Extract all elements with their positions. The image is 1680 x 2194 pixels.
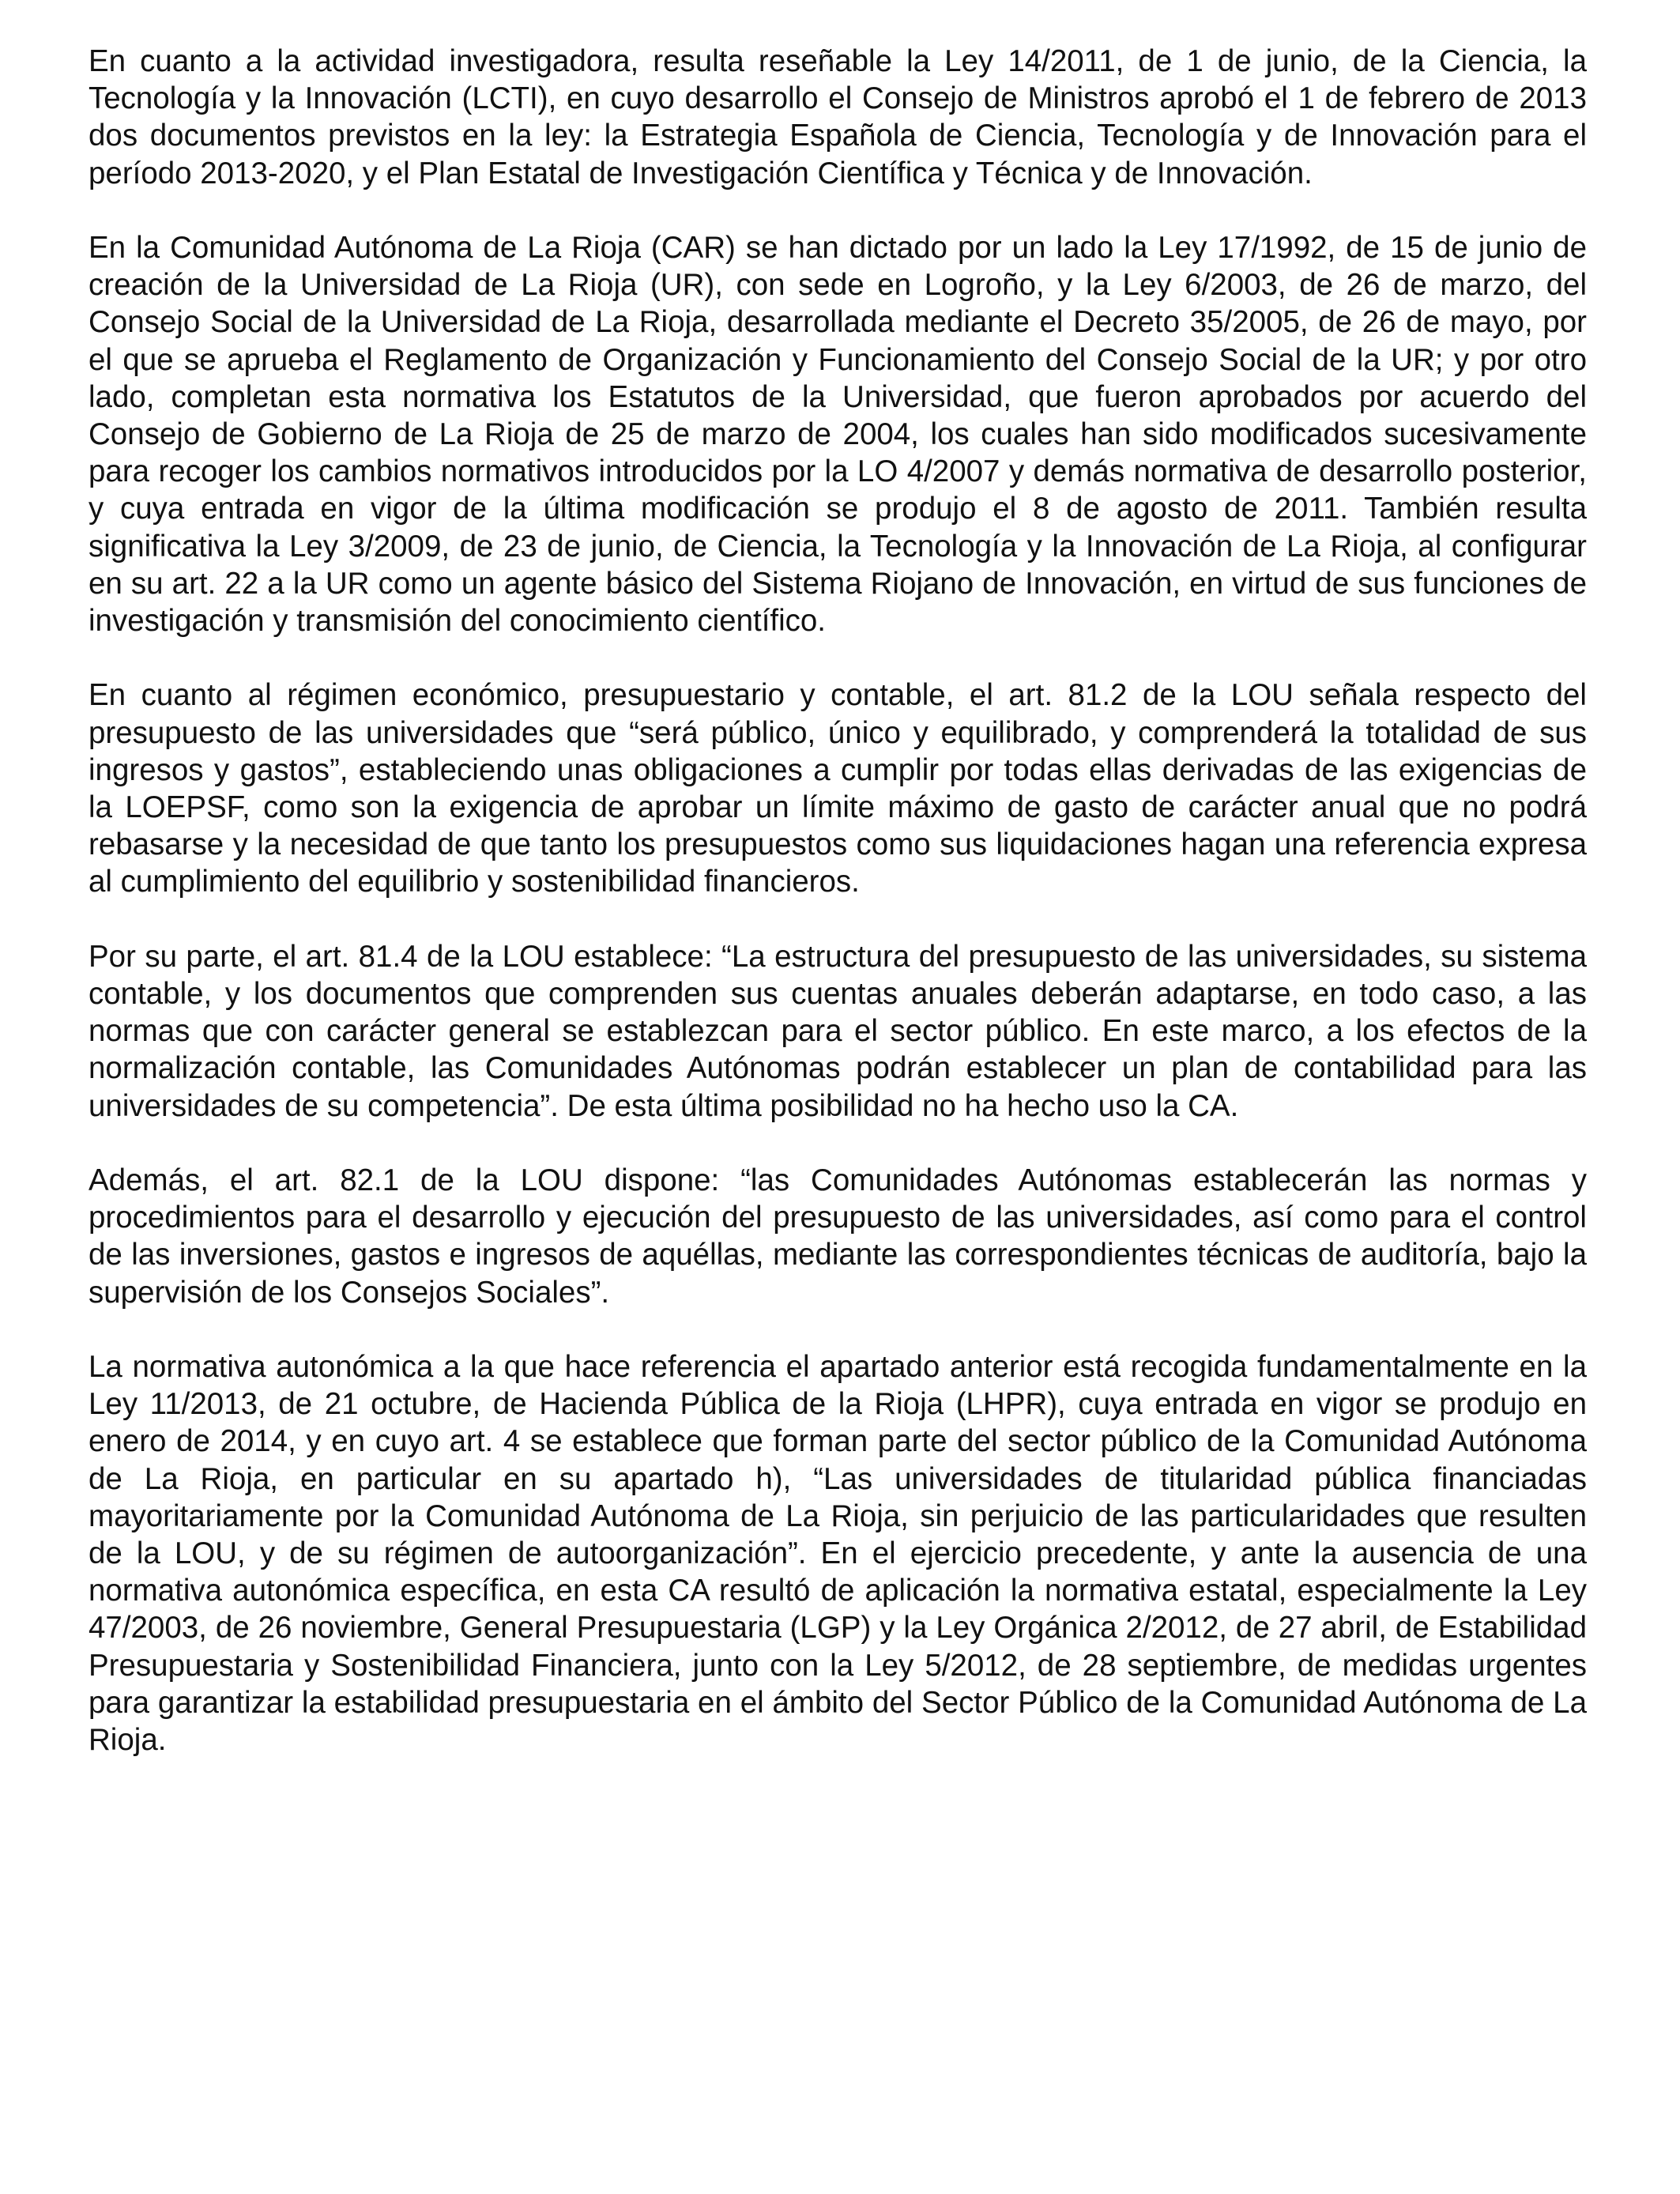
document-page bbox=[89, 43, 1587, 1759]
paragraph-research-activity: En cuanto a la actividad investigadora, resulta reseñable la Ley 14/2011, de 1 de junio, de la Ciencia, la Tecnología y la Innovación (LCTI), en cuyo desarrollo el Consejo de Ministros aprobó el 1 de febrero de 2013 dos documentos previstos en la ley: la Estrategia Española de Ciencia, Tecnología y de Innovación para el período 2013-2020, y el Plan Estatal de Investigación Científica y Técnica y de Innovación. bbox=[89, 44, 1587, 190]
paragraph-la-rioja-regulations: En la Comunidad Autónoma de La Rioja (CAR) se han dictado por un lado la Ley 17/1992, de 15 de junio de creación de la Universidad de La Rioja (UR), con sede en Logroño, y la Ley 6/2003, de 26 de marzo, del Consejo Social de la Universidad de La Rioja, desarrollada mediante el Decreto 35/2005, de 26 de mayo, por el que se aprueba el Reglamento de Organización y Funcionamiento del Consejo Social de la UR; y por otro lado, completan esta normativa los Estatutos de la Universidad, que fueron aprobados por acuerdo del Consejo de Gobierno de La Rioja de 25 de marzo de 2004, los cuales han sido modificados sucesivamente para recoger los cambios normativos introducidos por la LO 4/2007 y demás normativa de desarrollo posterior, y cuya entrada en vigor de la última modificación se produjo el 8 de agosto de 2011. También resulta significativa la Ley 3/2009, de 23 de junio, de Ciencia, la Tecnología y la Innovación de La Rioja, al configurar en su art. 22 a la UR como un agente básico del Sistema Riojano de Innovación, en virtud de sus funciones de investigación y transmisión del conocimiento científico. bbox=[89, 231, 1587, 639]
paragraph-autonomous-regulations: La normativa autonómica a la que hace referencia el apartado anterior está recogida fundamentalmente en la Ley 11/2013, de 21 octubre, de Hacienda Pública de la Rioja (LHPR), cuya entrada en vigor se produjo en enero de 2014, y en cuyo art. 4 se establece que forman parte del sector público de la Comunidad Autónoma de La Rioja, en particular en su apartado h), “Las universidades de titularidad pública financiadas mayoritariamente por la Comunidad Autónoma de La Rioja, sin perjuicio de las particularidades que resulten de la LOU, y de su régimen de autoorganización”. En el ejercicio precedente, y ante la ausencia de una normativa autonómica específica, en esta CA resultó de aplicación la normativa estatal, especialmente la Ley 47/2003, de 26 noviembre, General Presupuestaria (LGP) y la Ley Orgánica 2/2012, de 27 abril, de Estabilidad Presupuestaria y Sostenibilidad Financiera, junto con la Ley 5/2012, de 28 septiembre, de medidas urgentes para garantizar la estabilidad presupuestaria en el ámbito del Sector Público de la Comunidad Autónoma de La Rioja. bbox=[89, 1350, 1587, 1758]
paragraph-economic-regime: En cuanto al régimen económico, presupuestario y contable, el art. 81.2 de la LOU señala respecto del presupuesto de las universidades que “será público, único y equilibrado, y comprenderá la totalidad de sus ingresos y gastos”, estableciendo unas obligaciones a cumplir por todas ellas derivadas de las exigencias de la LOEPSF, como son la exigencia de aprobar un límite máximo de gasto de carácter anual que no podrá rebasarse y la necesidad de que tanto los presupuestos como sus liquidaciones hagan una referencia expresa al cumplimiento del equilibrio y sostenibilidad financieros. bbox=[89, 678, 1587, 899]
paragraph-art-81-4: Por su parte, el art. 81.4 de la LOU establece: “La estructura del presupuesto de las universidades, su sistema contable, y los documentos que comprenden sus cuentas anuales deberán adaptarse, en todo caso, a las normas que con carácter general se establezcan para el sector público. En este marco, a los efectos de la normalización contable, las Comunidades Autónomas podrán establecer un plan de contabilidad para las universidades de su competencia”. De esta última posibilidad no ha hecho uso la CA. bbox=[89, 939, 1587, 1123]
paragraph-art-82-1: Además, el art. 82.1 de la LOU dispone: “las Comunidades Autónomas establecerán las normas y procedimientos para el desarrollo y ejecución del presupuesto de las universidades, así como para el control de las inversiones, gastos e ingresos de aquéllas, mediante las correspondientes técnicas de auditoría, bajo la supervisión de los Consejos Sociales”. bbox=[89, 1163, 1587, 1310]
